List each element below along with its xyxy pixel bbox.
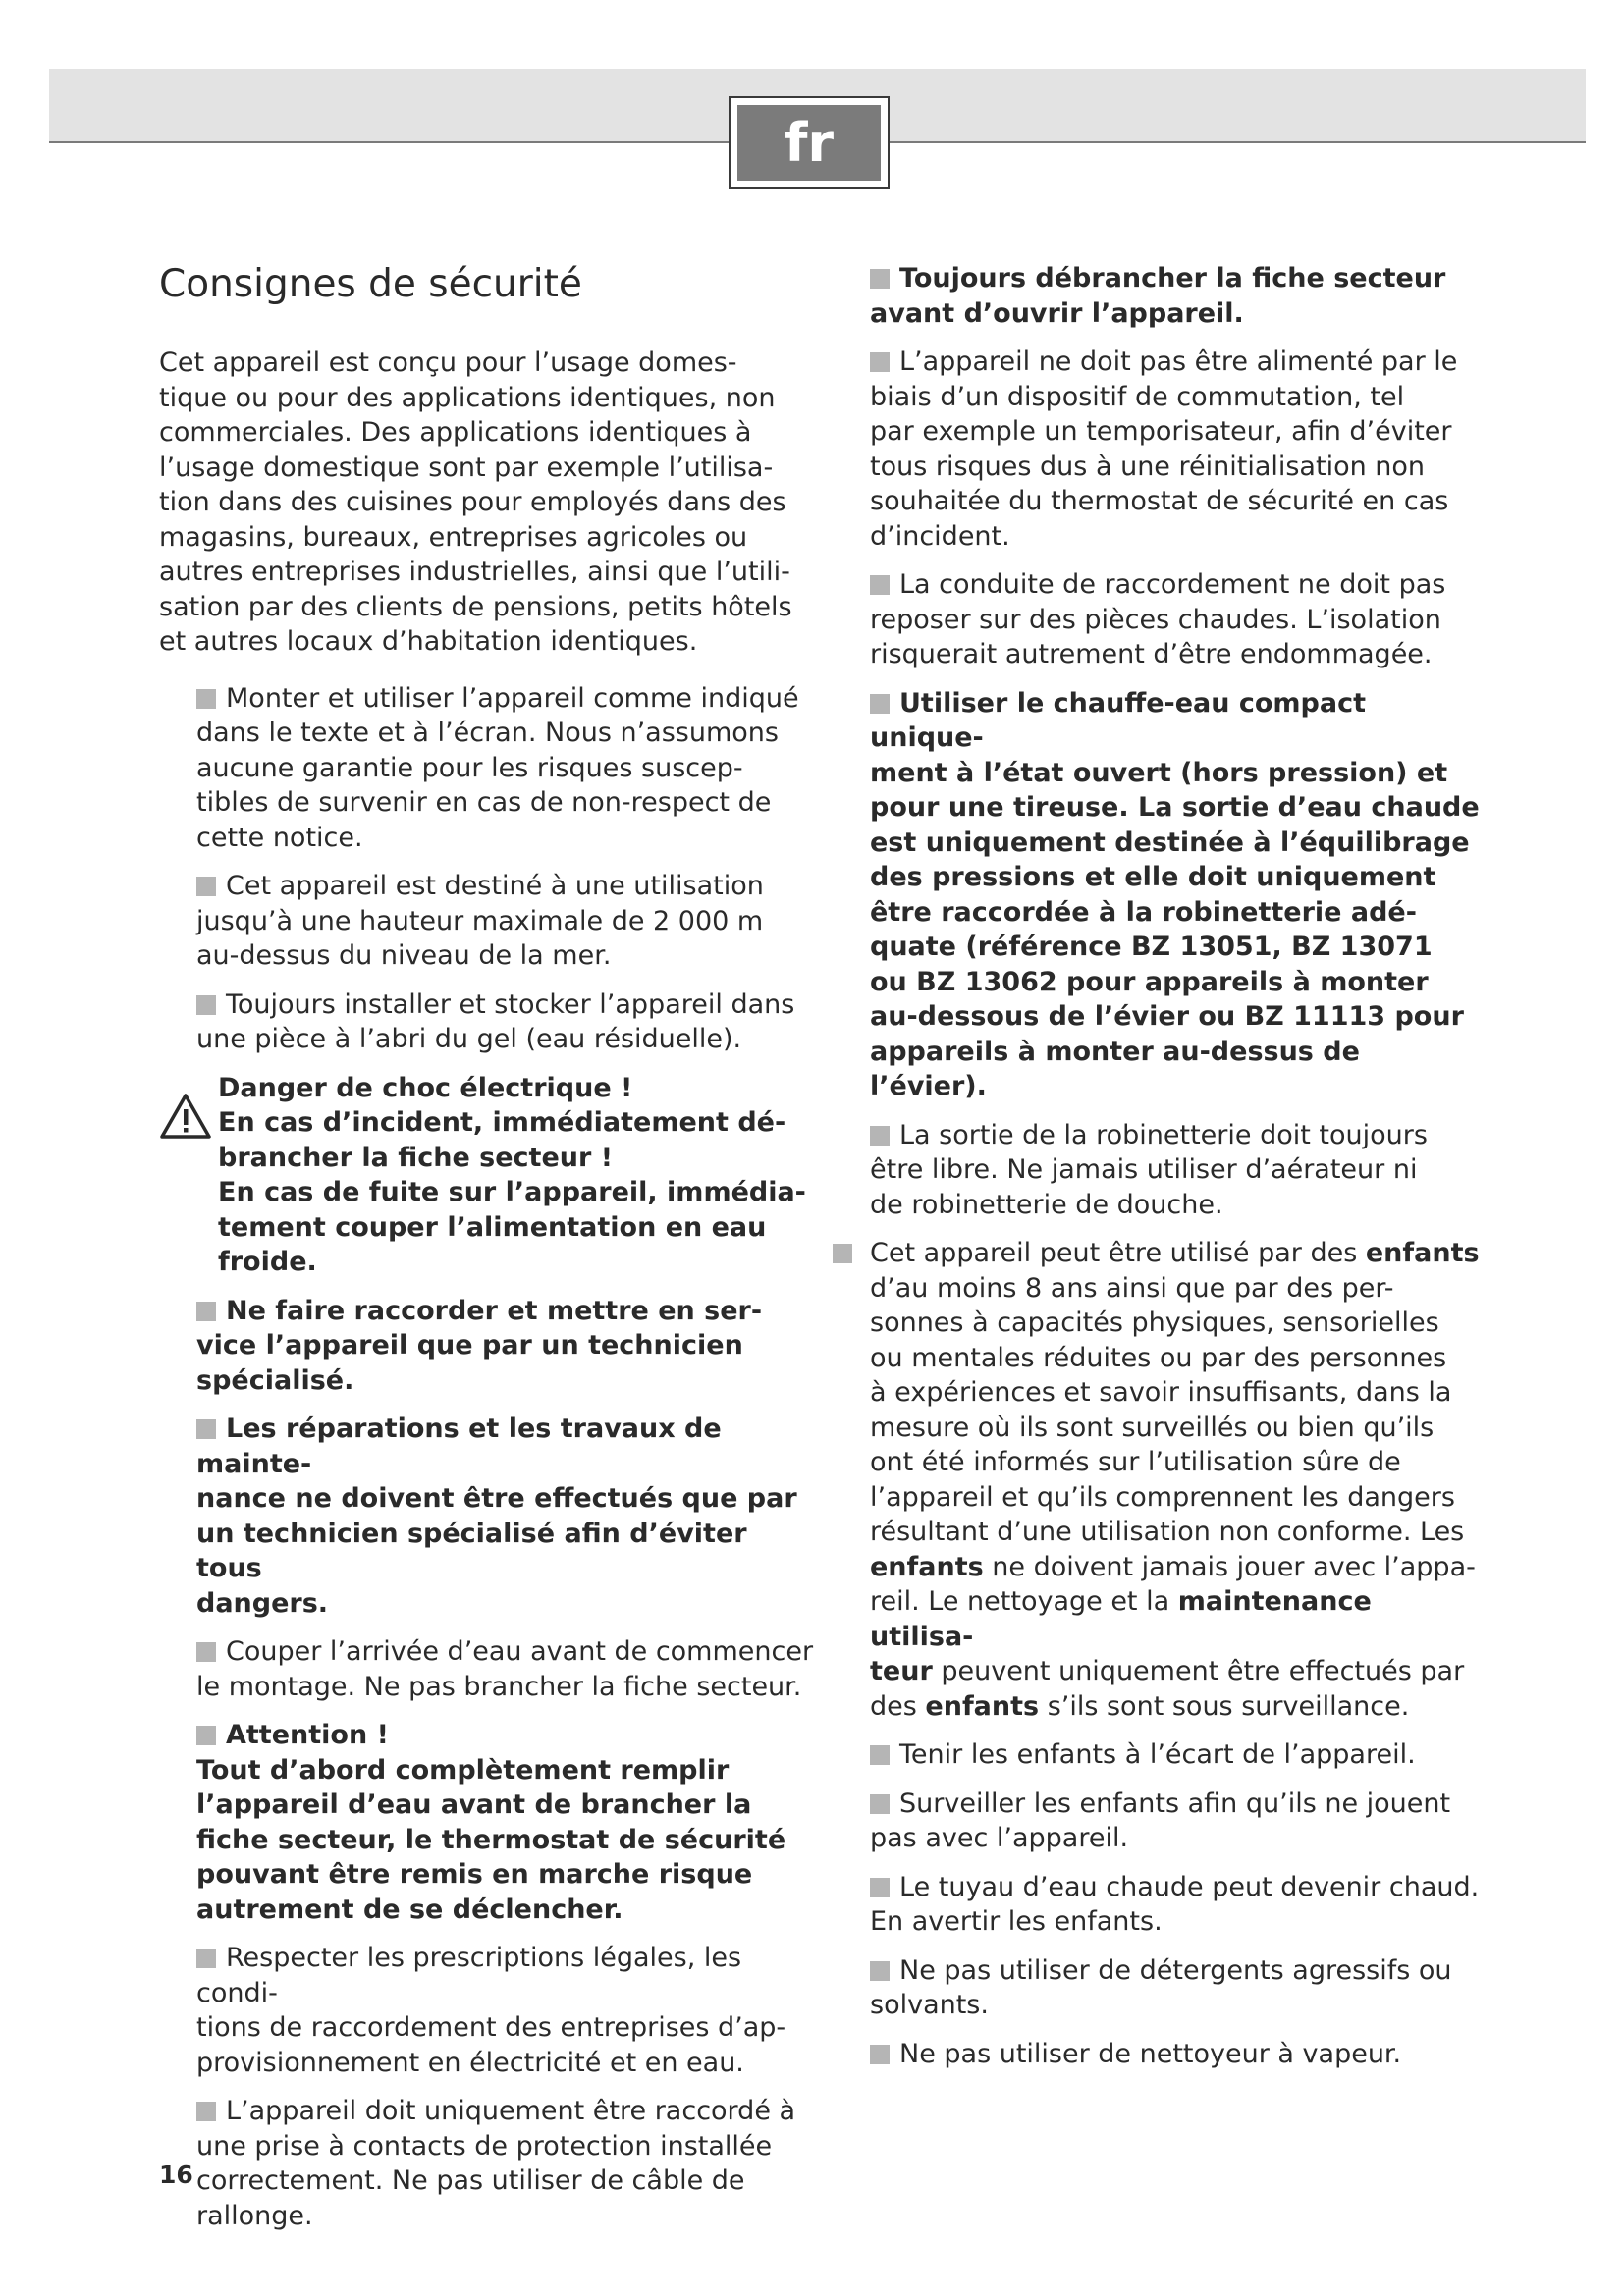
bullet-square-icon [196,2102,216,2121]
safety-item-outlet: La sortie de la robinetterie doit toujours être libre. Ne jamais utiliser d’aérateur ni de robinetterie de douche. [870,1119,1428,1220]
safety-item-supervise: Surveiller les enfants afin qu’ils ne jouent pas avec l’appareil. [870,1788,1451,1853]
bullet-square-icon [870,575,890,595]
bullet-square-icon [870,1794,890,1814]
safety-item-unplug: Toujours débrancher la fiche secteur avant d’ouvrir l’appareil. [870,263,1446,329]
safety-item-mounting: Monter et utiliser l’appareil comme indiqué dans le texte et à l’écran. Nous n’assumons aucune garantie pour les risques suscep- tibles de survenir en cas de non-respect de cette notice. [196,682,799,853]
safety-item-technician: Ne faire raccorder et mettre en ser- vice l’appareil que par un technicien spécialisé. [196,1295,763,1396]
right-column [833,253,1481,2085]
page-number: 16 [159,2161,193,2189]
page-title: Consignes de sécurité [159,262,582,306]
bullet-square-icon [870,1126,890,1146]
bullet-square-icon [196,689,216,709]
warning-triangle-icon [159,1093,212,1140]
bullet-square-icon [870,1745,890,1765]
safety-item-compact-heater: Utiliser le chauffe-eau compact unique- ment à l’état ouvert (hors pression) et pour une tireuse. La sortie d’eau chaude est uniquement destinée à l’équilibrage des pressions et elle doit uniquement être raccordée à la robinetterie adé- quate (référence BZ 13051, BZ 13071 ou BZ 13062 pour appareils à monter au-dessous de l’évier ou BZ 11113 pour appareils à monter au-dessus de l’évier). [870,687,1480,1101]
safety-item-water-supply: Couper l’arrivée d’eau avant de commencer le montage. Ne pas brancher la fiche secteur. [196,1636,814,1702]
children-notice: Cet appareil peut être utilisé par des enfants d’au moins 8 ans ainsi que par des per- sonnes à capacités physiques, sensorielles ou mentales réduites ou par des personnes à expériences et savoir insuffisants, dans la mesure où ils sont surveillés ou bien qu’ils ont été informés sur l’utilisation sûre de l’appareil et qu’ils comprennent les dangers résultant d’une utilisation non conforme. Les enfants ne doivent jamais jouer avec l’appa- reil. Le nettoyage et la maintenance utilisa- teur peuvent uniquement être effectués par des enfants s’ils sont sous surveillance. [833,1236,1481,1724]
bullet-square-icon [870,352,890,372]
intro-paragraph: Cet appareil est conçu pour l’usage domes- tique ou pour des applications identiques, non commerciales. Des applications identiques à l’usage domestique sont par exemple l’utilisa- tion dans des cuisines pour employés dans des magasins, bureaux, entreprises agricoles ou autres entreprises industrielles, ainsi que l’utili- sation par des clients de pensions, petits hôtels et autres locaux d’habitation identiques. [159,347,792,657]
danger-warning: Danger de choc électrique ! En cas d’incident, immédiatement dé- brancher la fiche secteur ! En cas de fuite sur l’appareil, immédia- tement couper l’alimentation en eau froide. [159,1071,815,1280]
bullet-square-icon [870,2045,890,2064]
bullet-square-icon [870,1878,890,1897]
bullet-square-icon [196,1419,216,1439]
bullet-square-icon [196,1726,216,1745]
safety-item-altitude: Cet appareil est destiné à une utilisation jusqu’à une hauteur maximale de 2 000 m au-dessus du niveau de la mer. [196,871,764,971]
bullet-square-icon [196,995,216,1015]
safety-item-steam: Ne pas utiliser de nettoyeur à vapeur. [833,2037,1481,2072]
safety-item-repairs: Les réparations et les travaux de mainte- nance ne doivent être effectués que par un technicien spécialisé afin d’éviter tous dangers. [196,1414,797,1619]
left-column [159,253,815,2247]
safety-item-frost: Toujours installer et stocker l’appareil dans une pièce à l’abri du gel (eau résiduelle). [196,988,795,1054]
language-tab [729,96,890,189]
safety-item-regulations: Respecter les prescriptions légales, les condi- tions de raccordement des entreprises d’ap- provisionnement en électricité et en eau. [196,1943,786,2078]
bullet-square-icon [196,1949,216,1968]
safety-item-timer: L’appareil ne doit pas être alimenté par le biais d’un dispositif de commutation, tel par exemple un temporisateur, afin d’éviter tous risques dus à une réinitialisation non souhaitée du thermostat de sécurité en cas d’incident. [870,347,1458,552]
safety-item-hot-parts: La conduite de raccordement ne doit pas reposer sur des pièces chaudes. L’isolation risquerait autrement d’être endommagée. [870,569,1446,669]
bullet-square-icon [870,269,890,289]
safety-item-socket: L’appareil doit uniquement être raccordé à une prise à contacts de protection installée correctement. Ne pas utiliser de câble de rallonge. [196,2096,796,2231]
attention-warning: Attention ! Tout d’abord complètement remplir l’appareil d’eau avant de brancher la fiche secteur, le thermostat de sécurité pouvant être remis en marche risque autrement de se déclencher. [196,1720,786,1925]
safety-item-detergents: Ne pas utiliser de détergents agressifs ou solvants. [870,1954,1452,2020]
bullet-square-icon [870,694,890,714]
bullet-square-icon [833,1244,852,1263]
language-code: fr [737,105,881,181]
bullet-square-icon [196,877,216,896]
bullet-square-icon [196,1302,216,1321]
bullet-square-icon [870,1961,890,1981]
bullet-square-icon [196,1642,216,1662]
safety-item-hot-pipe: Le tuyau d’eau chaude peut devenir chaud. En avertir les enfants. [870,1871,1480,1937]
safety-item-keep-away: Tenir les enfants à l’écart de l’appareil. [833,1737,1481,1773]
